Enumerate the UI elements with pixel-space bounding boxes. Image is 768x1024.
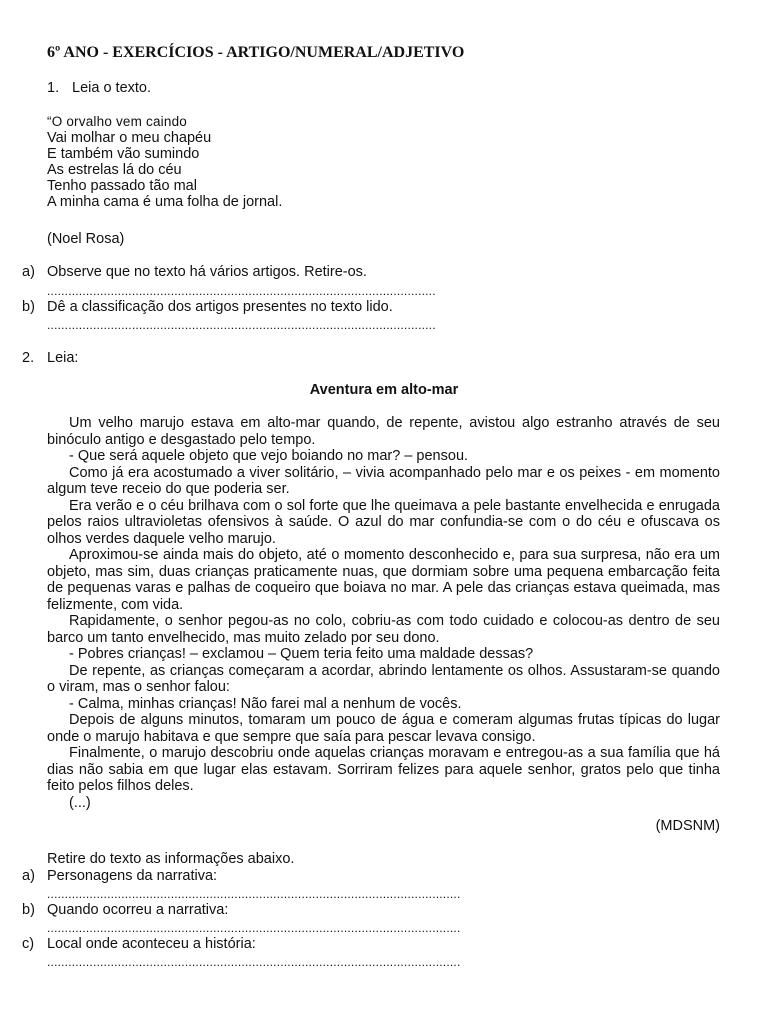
question-2b-text: Quando ocorreu a narrativa: — [47, 902, 229, 918]
story-text — [47, 415, 720, 811]
question-2a-letter: a) — [22, 868, 35, 884]
poem — [47, 114, 282, 210]
answer-line[interactable]: ..................................................................................................................... — [47, 887, 461, 901]
story-paragraph: Como já era acostumado a viver solitário, – vivia acompanhado pelo mar e os peixes - em momento algum teve receio do que poderia ser. — [47, 464, 720, 497]
question-1b-text: Dê a classificação dos artigos presentes no texto lido. — [47, 299, 393, 315]
story-source: (MDSNM) — [655, 818, 720, 834]
poem-line: E também vão sumindo — [47, 146, 200, 162]
story-title: Aventura em alto-mar — [309, 382, 459, 398]
retire-instruction: Retire do texto as informações abaixo. — [47, 851, 295, 867]
story-paragraph: - Calma, minhas crianças! Não farei mal a nenhum de vocês. — [69, 695, 462, 712]
answer-line[interactable]: .............................................................................................................. — [47, 318, 436, 332]
poem-line: “O orvalho vem caindo — [47, 114, 188, 129]
poem-line: Tenho passado tão mal — [47, 178, 197, 194]
question-2-number: 2. — [22, 350, 35, 366]
question-2b-letter: b) — [22, 902, 35, 918]
story-paragraph: De repente, as crianças começaram a acordar, abrindo lentamente os olhos. Assustaram-se quando o viram, mas o senhor falou: — [47, 662, 720, 695]
story-paragraph: Rapidamente, o senhor pegou-as no colo, cobriu-as com todo cuidado e colocou-as dentro de seu barco um tanto envelhecido, mas muito zelado por seu dono. — [47, 613, 720, 646]
question-1-number: 1. — [47, 80, 60, 96]
question-1a-letter: a) — [22, 264, 35, 280]
story-paragraph: Finalmente, o marujo descobriu onde aquelas crianças moravam e entregou-as a sua família que há dias não sabia em que lugar elas estavam. Sorriram felizes para aquele senhor, gratos pelo que tinha feito pelos filhos deles. — [47, 745, 720, 794]
story-paragraph: (...) — [69, 794, 91, 811]
story-paragraph: Era verão e o céu brilhava com o sol forte que lhe queimava a pele bastante envelhecida e enrugada pelos raios ultravioletas ofensivos à saúde. O azul do mar confundia-se com o do céu e ofuscava os olhos verdes daquele velho marujo. — [47, 497, 720, 547]
answer-line[interactable]: .............................................................................................................. — [47, 284, 436, 298]
question-2c-text: Local onde aconteceu a história: — [47, 936, 256, 952]
question-1b-letter: b) — [22, 299, 35, 315]
story-paragraph: Um velho marujo estava em alto-mar quando, de repente, avistou algo estranho através de seu binóculo antigo e desgastado pelo tempo. — [47, 415, 720, 448]
poem-line: Vai molhar o meu chapéu — [47, 130, 212, 146]
poem-line: As estrelas lá do céu — [47, 162, 182, 178]
question-2c-letter: c) — [22, 936, 35, 952]
story-paragraph: - Que será aquele objeto que vejo boiando no mar? – pensou. — [69, 448, 469, 464]
story-paragraph: Depois de alguns minutos, tomaram um pouco de água e comeram algumas frutas típicas do lugar onde o marujo habitava e que sempre que saía para pescar levava consigo. — [47, 712, 720, 745]
question-1a-text: Observe que no texto há vários artigos. Retire-os. — [47, 264, 367, 280]
poem-line: A minha cama é uma folha de jornal. — [47, 194, 283, 210]
story-paragraph: - Pobres crianças! – exclamou – Quem teria feito uma maldade dessas? — [69, 646, 534, 662]
answer-line[interactable]: ..................................................................................................................... — [47, 955, 461, 969]
question-2-instruction: Leia: — [47, 350, 79, 366]
poem-author: (Noel Rosa) — [47, 231, 125, 247]
question-1-instruction: Leia o texto. — [72, 80, 151, 96]
page-title: 6º ANO - EXERCÍCIOS - ARTIGO/NUMERAL/ADJETIVO — [47, 44, 465, 61]
story-paragraph: Aproximou-se ainda mais do objeto, até o momento desconhecido e, para sua surpresa, não era um objeto, mas sim, duas crianças praticamente nuas, que dormiam sobre uma pequena embarcação feita de pequenas varas e palhas de coqueiro que boiava no mar. A pele das crianças estava queimada, mas felizmente, com vida. — [47, 547, 720, 613]
question-2a-text: Personagens da narrativa: — [47, 868, 218, 884]
answer-line[interactable]: ..................................................................................................................... — [47, 921, 461, 935]
